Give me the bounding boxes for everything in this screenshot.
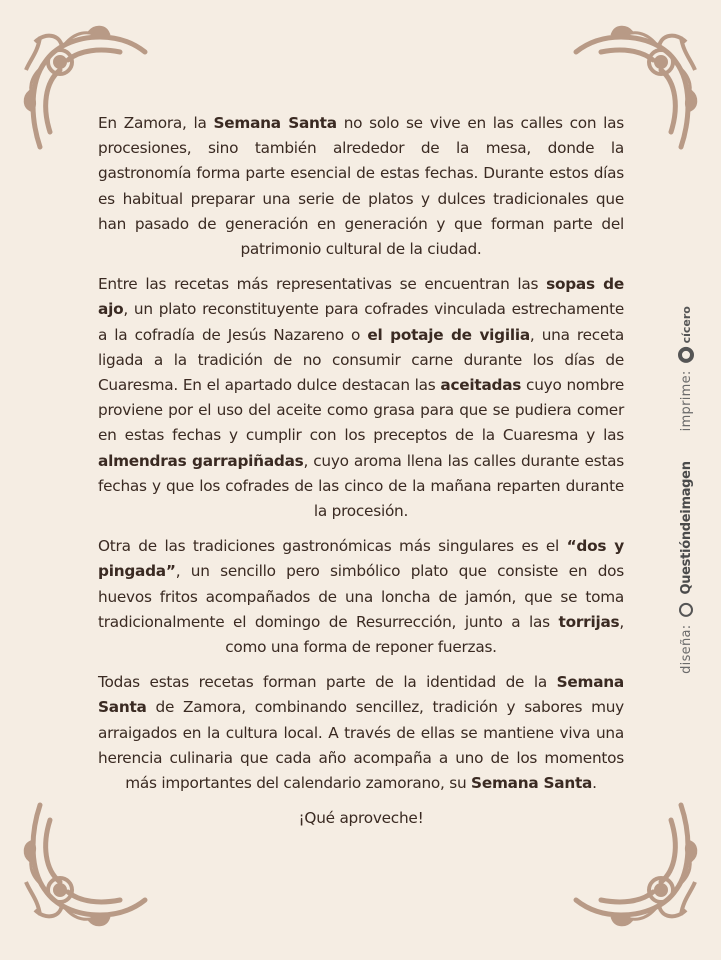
text-run: Todas estas recetas forman parte de la identidad de la: [98, 673, 557, 692]
highlighted-term: Semana Santa: [98, 673, 624, 717]
text-run: .: [592, 774, 597, 793]
closing-line: ¡Qué aproveche!: [298, 809, 424, 828]
paragraph-recipes: [98, 272, 624, 524]
credits: [671, 300, 701, 680]
design-label: diseña:: [678, 624, 694, 674]
paragraph-identity: [98, 670, 624, 796]
text-run: cuyo nombre proviene por el uso del aceite como grasa para que se pudiera comer en estas fechas y cumplir con los preceptos de la Cuaresma y las: [98, 376, 624, 445]
questiondeimagen-logo-icon: [679, 603, 693, 617]
text-run: , un sencillo pero simbólico plato que consiste en dos huevos fritos acompañados de una loncha de jamón, que se toma tradicionalmente el domingo de Resurrección, junto a las: [98, 562, 624, 631]
text-run: , como una forma de reponer fuerzas.: [225, 612, 624, 657]
paragraph-intro: [98, 111, 624, 262]
highlighted-term: aceitadas: [440, 376, 522, 395]
highlighted-term: Semana Santa: [471, 774, 593, 793]
text-run: no solo se vive en las calles con las procesiones, sino también alrededor de la mesa, donde la gastronomía forma parte esencial de estas fechas. Durante estos días es habitual preparar una serie de platos y dulces tradicionales que han pasado de generación en generación y que forman parte del patrimonio cultural de la ciudad.: [98, 114, 624, 259]
highlighted-term: sopas de ajo: [98, 275, 624, 319]
text-run: , una receta ligada a la tradición de no consumir carne durante los días de Cuaresma. En el apartado dulce destacan las: [98, 325, 624, 395]
design-brand: Questióndeimagen: [678, 461, 694, 595]
text-run: , un plato reconstituyente para cofrades vinculada estrechamente a la cofradía de Jesús Nazareno o: [98, 300, 624, 344]
highlighted-term: el potaje de vigilia: [367, 325, 530, 344]
highlighted-term: Semana Santa: [213, 114, 337, 132]
cicero-logo-icon: [678, 346, 694, 362]
body-text: [98, 111, 624, 831]
text-run: , cuyo aroma llena las calles durante estas fechas y que los cofrades de las cinco de la mañana reparten durante la procesión.: [98, 451, 624, 521]
text-run: Otra de las tradiciones gastronómicas más singulares es el: [98, 537, 567, 556]
print-logo: [678, 306, 694, 362]
text-run: Entre las recetas más representativas se encuentran las: [98, 275, 547, 294]
print-label: imprime:: [678, 370, 694, 432]
print-brand: cícero: [679, 306, 693, 344]
highlighted-term: “dos y pingada”: [98, 537, 624, 581]
highlighted-term: torrijas: [558, 612, 620, 631]
highlighted-term: almendras garrapiñadas: [98, 451, 304, 470]
paragraph-dos-y-pingada: [98, 534, 624, 660]
text-run: En Zamora, la: [98, 114, 214, 132]
text-run: de Zamora, combinando sencillez, tradición y sabores muy arraigados en la cultura local. A través de ellas se mantiene viva una herencia culinaria que cada año acompaña a uno de los momentos más importantes del calendario zamorano, su: [98, 698, 624, 793]
